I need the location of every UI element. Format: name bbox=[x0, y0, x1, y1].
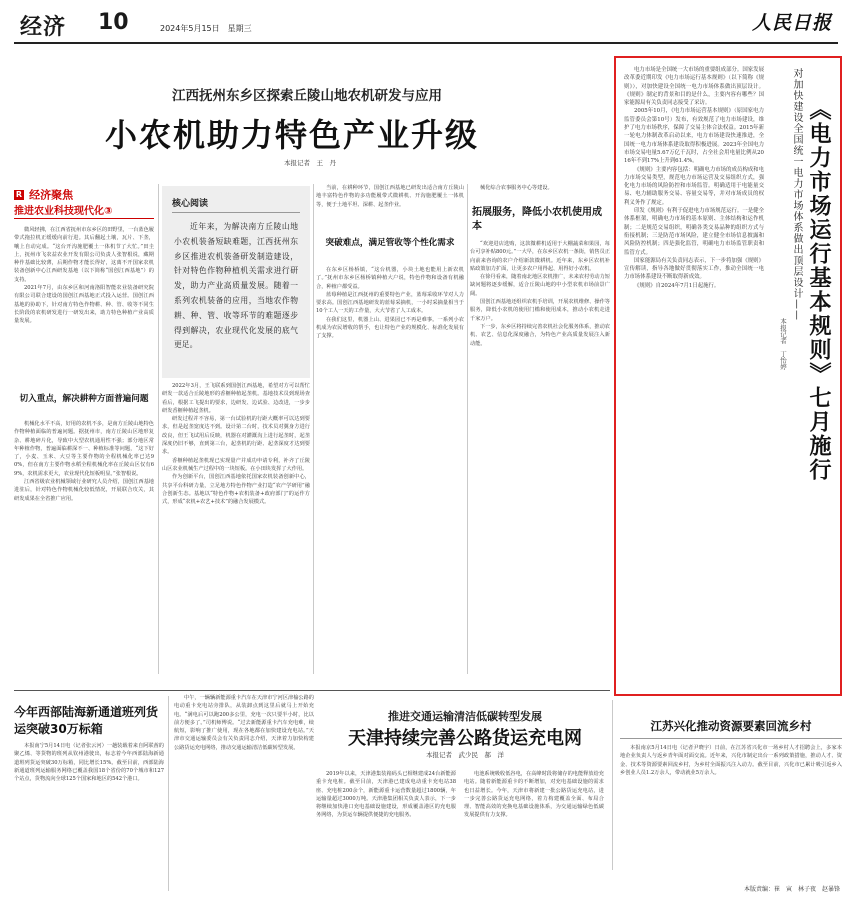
section-rule bbox=[14, 690, 610, 691]
paragraph: 印发《规则》有利于促进电力市场规范运行。一是健全体系框架，明确电力市场的基本原则、主体结构和运作机制；二是规范交易组织，明确各类交易品种的组织方式与衔接机制；三是防范市场风险，建立健全市场信息披露和风险防控机制；四是强化监管，明确电力市场监管职责和监管方式。 bbox=[624, 208, 764, 256]
rules-article-deck: 对加快建设全国统一电力市场体系做出顶层设计—— bbox=[791, 68, 802, 321]
paragraph: 在我们这里，机器上山、进果园已不再是难事。一系列小农机成为农民增收的帮手，也让特色产业的规模化、标准化发展有了支撑。 bbox=[316, 316, 464, 340]
paragraph: 中午，一辆辆新能源重卡汽车在天津市宁河区津榆公路的电动重卡充电站旁排队，从装卸点到这里后就马上开始充电。“满电后可以跑200多公里，充电一次只要半小时，比以前方便多了。”司机师傅说。“过去新能源重卡汽车充电难，续航短，影响了推广使用，现在各地都在加快建设充电站。”天津市交通运输委员会有关负责同志介绍，天津着力加快构建公路货运充电网络，推动交通运输清洁低碳转型发展。 bbox=[174, 695, 314, 751]
tianjin-kicker: 推进交通运输清洁低碳转型发展 bbox=[388, 710, 542, 723]
paragraph: 《规则》自2024年7月1日起施行。 bbox=[634, 282, 720, 289]
paragraph: 微风轻拂，在江西省抚州市东乡区的田野里，一台蓝色履带式拖拉机正缓缓向前行进。其后翻起土壤，瓦片、下垄，嚷上自动完成。“这台开沟施肥覆土一体机节了大忙。”田圭上，抚州市飞农益农业开发有限公司负责人张智根说，藏期种作基础比较薄，后期作物才能长得好，这离不开国家农机装备创新中心江西研发基地（以下简称“国创江西基地”）的支持。 bbox=[14, 227, 154, 283]
subhead-3: 拓展服务，降低小农机使用成本 bbox=[472, 207, 602, 232]
tianjin-headline: 天津持续完善公路货运充电网 bbox=[348, 728, 582, 749]
rules-article-title: 《电力市场运行基本规则》七月施行 bbox=[806, 98, 831, 482]
col2-text bbox=[162, 382, 310, 672]
paragraph: 国创江西基地还组织农机手培训，开展农机维修、操作等服务，降低小农机的使用门槛和使用成本，推动小农机走进千家万户。 bbox=[470, 299, 610, 322]
rules-article-byline: 本报记者 丁怡婷 bbox=[779, 318, 787, 370]
paragraph: 江西省级农业机械领域行业研究人员介绍，国创江西基地进驻后，针对特色作物机械化较低情况，开展联合攻关，其研发成果在全省推广应用。 bbox=[14, 479, 154, 502]
paragraph: 电力市场是全国统一大市场的重要组成部分。国家发展改革委近期印发《电力市场运行基本规则》（以下简称《规则》），对加快建设全国统一电力市场体系做出顶层设计。《规则》制定的背景和目的是什么，主要内容有哪些？国家能源局有关负责同志接受了采访。 bbox=[624, 67, 764, 107]
column-divider bbox=[313, 184, 314, 674]
section-title: 经济 bbox=[20, 15, 67, 40]
core-reading-title: 核心阅读 bbox=[172, 199, 209, 209]
col1-text-b bbox=[14, 420, 154, 670]
column-divider bbox=[168, 696, 169, 891]
paragraph: 电池系统吸收低谷电，在高峰时段将储存的电能释放给充电站。随着新能源重卡的不断增加，对充电基础设施的需求也日益增长。今年，天津市将新建一批公路货运充电站，进一步完善公路货运充电网络，着力构建覆盖全面、布局合理、智能高效的充换电基础设施体系，为交通运输绿色低碳发展提供有力支撑。 bbox=[464, 771, 604, 819]
core-reading-rule bbox=[172, 212, 300, 213]
paragraph: 蓝莓种植是江西抚州的重要特色产业，蓝莓采收环节对人力要求高。国创江西基地研发的蓝莓采摘机，一小时采摘量相当于10个工人一天的工作量，大大节省了人工成本。 bbox=[316, 291, 464, 315]
col1-text bbox=[14, 226, 154, 390]
paragraph: 本报南京5月14日电（记者尹晓宇）日前，在江苏省兴化市一场乡村人才招聘会上，多家本地企业负责人与返乡青年面对面交流。近年来，兴化市制定出台一系列政策措施，推动人才、资金、技术等资源要素回流乡村，为乡村全面振兴注入动力。截至目前，兴化市已累计吸引返乡入乡创业人员1.2万余人，带动就业5万余人。 bbox=[620, 745, 842, 776]
rules-article-body bbox=[624, 66, 764, 686]
column-divider bbox=[612, 700, 613, 870]
paragraph: 2019年以来，天津港集装箱码头已相继建成24台新能源重卡充电桩。截至目前，天津港已建成电动重卡充电站38座、充电桩200余个，新能源重卡运营数量超过1800辆，年运输量超过3000万吨。天津港集团相关负责人表示，下一步将继续加快港口充电基础设施建设，形成覆盖港区的充电服务网络，为货运车辆提供便捷的充电服务。 bbox=[316, 771, 456, 819]
article-headline: 小农机助力特色产业升级 bbox=[104, 116, 479, 154]
brief1-title: 今年西部陆海新通道班列货运突破30万标箱 bbox=[14, 705, 159, 736]
paragraph: 研发过程并不容易，第一台试验机的行距大概率可以达到要求，但是起垄宽度达不到。设计第二台时，技术员对翼身方进行改良，但王飞试用后反映，机器在对灌溉沟上进行起垄时，起垄深度仍旧不够，直到第三台，起垄机的行距、起垄深度才达到要求。 bbox=[162, 416, 310, 456]
page-number: 10 bbox=[98, 10, 129, 35]
paragraph: “欢迎进店选购，这款微耕机适用于大棚蔬菜和果园，每台可享补贴800元。”一大早，在东乡区农机一条街，销售员正向前来咨询的农户介绍新款微耕机。近年来，东乡区农机补贴政策加力扩面，让更多农户用得起、用得好小农机。 bbox=[470, 241, 610, 272]
paragraph: 2021年7月，由东乡区和河南洛阳智能农业装备研究院有限公司联合建设的国创江西基地正式投入运营。国创江西基地的协助下，针对南方特色作物耕、种、管、收等不同生长阶段的农机研发进行一研发出来，助力特色种植产业高质量发展。 bbox=[14, 285, 154, 325]
header-rule bbox=[14, 42, 838, 44]
subhead-2: 突破难点，满足管收等个性化需求 bbox=[325, 238, 455, 248]
paragraph: 在徐丹看来，随着南北地区农机推广，未来农村劳动力短缺问题将逐步缓解，适合丘陵山地的中小型农机市场前景广阔。 bbox=[470, 274, 610, 297]
paragraph: 本报南宁5月14日电（记者张云河）一趟装载着来自阿联酋的聚乙烯、等货物的班列从钦州港驶出，标志着今年西部陆海新通道班列货运突破30万标箱，同比增长15%。截至目前，西部陆海新通道班列运输服务网络已覆盖我国18个省份的70个城市和127个站点，货物流向全球125个国家和地区的542个港口。 bbox=[14, 743, 164, 783]
newspaper-logo: 人民日报 bbox=[751, 12, 832, 34]
article-kicker: 江西抚州东乡区探索丘陵山地农机研发与应用 bbox=[172, 88, 442, 104]
column-tag-icon: R bbox=[15, 189, 23, 199]
column-divider bbox=[467, 184, 468, 674]
article-byline: 本报记者 王 丹 bbox=[284, 159, 336, 167]
brief2-title: 江苏兴化推动资源要素回流乡村 bbox=[650, 719, 812, 733]
masthead bbox=[14, 8, 836, 42]
core-reading-box bbox=[162, 186, 310, 378]
paragraph: 香榧种植起垄机现已实现量产并成功申请专利，补齐了丘陵山区农业机械生产过程中的一块短板。在小田块发挥了大作用。 bbox=[162, 457, 310, 472]
paragraph: 在东乡区杨桥镇，“这台机器，小块土地也能用上新农机了。”抚州市东乡区杨桥镇种植大户说，特色作物和设备有机融合，种植户都受益。 bbox=[316, 267, 464, 290]
column-tag bbox=[14, 184, 134, 202]
paragraph: 2005年10月，《电力市场运营基本规则》（原国家电力监管委员会第10号）发布，有效规范了电力市场建设，维护了电力市场秩序，保障了交易主体合法权益。2015年新一轮电力体制改革启动以来，电力市场建设快速推进，全国统一电力市场体系建设取得积极进展。2023年全国电力市场交易电量5.67万亿千瓦时，占全社会用电量比例从2016年不到17%上升到61.4%。 bbox=[624, 108, 764, 165]
subhead-1: 切入重点，解决耕种方面普遍问题 bbox=[19, 394, 149, 404]
paragraph: 2022年3月，王飞联系到国创江西基地，希望对方可以帮忙研发一款适合丘陵地形的香榧种植起垄机。基地技术员到现场查看后，根据工飞提出的要求，边研发、边试验、边改进，一步步研发香榧种植起垄机。 bbox=[162, 383, 310, 414]
paragraph: 国家能源局有关负责同志表示，下一步将加强《规则》宣传解读，指导各地做好贯彻落实工作，推动全国统一电力市场体系建设不断取得新成效。 bbox=[624, 257, 764, 281]
col4-text bbox=[470, 184, 610, 196]
tianjin-col3 bbox=[464, 770, 604, 890]
paragraph: 《规则》主要内容包括：明确电力市场的成员构成和电力市场交易类型，规范电力市场运营及交易组织方式，强化电力市场的风险防控和市场监管。明确适用于电能量交易、电力辅助服务交易、容量交易等，并对市场成员的权利义务作了规定。 bbox=[624, 166, 764, 206]
core-reading-text: 近年来，为解决南方丘陵山地小农机装备短缺难题，江西抚州东乡区推进农机装备研发制造建设，针对特色作物种植机关需求进行研发，助力产业高质量发展。随着一系列农机装备的应用，当地农作物耕、种、管、收等环节的难题逐步得到解决，农业现代化发展的底气更足。 bbox=[174, 222, 298, 350]
paragraph: 下一步，东乡区将持续完善农机社会化服务体系，推动农机、农艺、信息化深度融合，为特色产业高质量发展注入新动能。 bbox=[470, 323, 610, 347]
tianjin-col2 bbox=[316, 770, 456, 890]
paragraph: 械化综合农事服务中心等建设。 bbox=[480, 185, 553, 191]
brief2-rule bbox=[620, 738, 842, 739]
column-tag-label: 经济聚焦 bbox=[29, 188, 74, 202]
brief1-text bbox=[14, 742, 164, 892]
col3-text bbox=[316, 184, 464, 236]
rules-article-box bbox=[614, 56, 842, 696]
tianjin-col1 bbox=[174, 694, 314, 890]
column-rule bbox=[14, 218, 154, 219]
page-editors: 本版责编：崔 寅 林子夜 赵暴锋 bbox=[743, 886, 840, 893]
col3-text-b bbox=[316, 266, 464, 672]
column-divider bbox=[158, 184, 159, 674]
tianjin-byline: 本报记者 武少民 郝 洋 bbox=[426, 751, 504, 759]
paragraph: 作为创新平台，国创江西基地依托国家农机装备创新中心，共享平台科研力量，立足地方特色作物产业打造“农产学研用”融合创新生态。基地以“特色作物+农机装备+政府部门”的运作方式，形成“农机+农艺+技术”的融合发展模式。 bbox=[162, 474, 310, 506]
issue-date: 2024年5月15日 星期三 bbox=[160, 24, 252, 33]
col4-text-b bbox=[470, 240, 610, 672]
column-subtitle: 推进农业科技现代化③ bbox=[14, 206, 113, 217]
brief2-text bbox=[620, 744, 842, 864]
paragraph: 当前，在耕种环节，国创江西基地已研发出适合南方丘陵山地丰富特色作物的多功能履带式微耕机、开沟施肥覆土一体机等，便于土地平坦、深耕、起垄作业。 bbox=[316, 185, 464, 208]
paragraph: 机械化水平不高，好用的农机不多，是南方丘陵山地特色作物种植面临的普遍问题。据抚州市，南方丘陵山区地形复杂、耕地碎片化，导致中大型农机通用性不强；部分地区常年种植作物，普遍面临耕深不一、种植标准等问题，“这下好了，小麦、玉米、大豆等主要作物的全程机械化率已达90%，但在南方主要作物水稻全程机械化率在丘陵山区仅有69%，农机需求更大，农业现代化短板明显。”张智根说。 bbox=[14, 421, 154, 477]
